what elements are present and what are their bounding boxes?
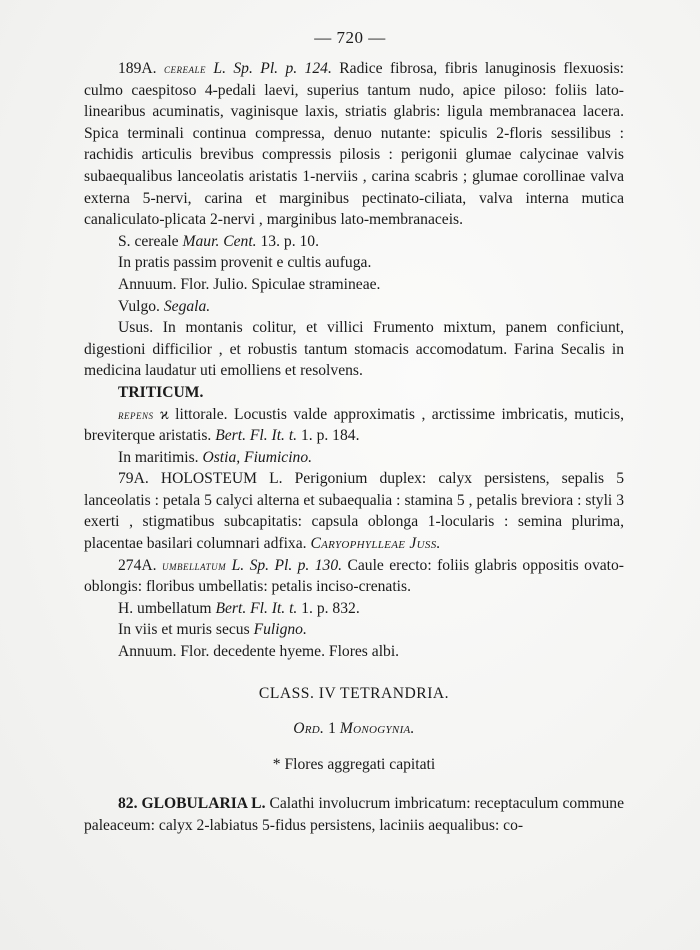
synonym-line bbox=[84, 231, 624, 253]
page-number: — 720 — bbox=[314, 28, 386, 47]
variety-symbol: ϰ bbox=[159, 405, 169, 423]
entry-holosteum-umbellatum bbox=[84, 555, 624, 598]
page-body bbox=[84, 58, 624, 837]
habitat-place: Fuligno. bbox=[253, 621, 307, 639]
subheading: * Flores aggregati capitati bbox=[272, 755, 436, 773]
usus-paragraph: Usus. In montanis colitur, et villici Frumento mixtum, panem conficiunt, digestioni difficilior , et robustis tantum stomacis accomodatum. Farina Secalis in medicina laudatur uti emolliens et resolvens. bbox=[84, 319, 624, 380]
description: Calathi involucrum imbricatum: receptaculum commune paleaceum: calyx 2-labiatus 5-fidus persistens, laciniis aequalibus: co- bbox=[84, 795, 624, 834]
synonym-line bbox=[84, 598, 624, 620]
synonym-name: H. umbellatum bbox=[118, 599, 212, 617]
entry-number: 79A. bbox=[118, 470, 149, 488]
genus-name: GLOBULARIA L. bbox=[141, 795, 266, 813]
habitat-prefix: In maritimis. bbox=[118, 448, 199, 466]
phenology-line: Annuum. Flor. decedente hyeme. Flores albi. bbox=[118, 643, 400, 661]
description: Locustis valde approximatis , arctissime imbricatis, muticis, breviterque aristatis. bbox=[84, 405, 625, 445]
synonym-ref: Bert. Fl. It. t. bbox=[215, 599, 298, 617]
habitat-places: Ostia, Fiumicino. bbox=[202, 448, 313, 466]
order-number: 1 bbox=[328, 720, 336, 738]
family-name: Caryophylleae Juss. bbox=[310, 535, 441, 553]
synonym-ref-page: 1. p. 832. bbox=[301, 599, 360, 617]
entry-number: 189A. bbox=[118, 60, 157, 77]
vulgo-label: Vulgo. bbox=[118, 297, 160, 315]
habitat-prefix: In viis et muris secus bbox=[118, 621, 250, 639]
entry-globularia bbox=[84, 793, 624, 836]
habitat-line: In pratis passim provenit e cultis aufuga. bbox=[118, 254, 372, 272]
synonym-name: S. cereale bbox=[118, 232, 179, 250]
entry-number: 82. bbox=[118, 795, 138, 813]
description: Perigonium duplex: calyx persistens, sepalis 5 lanceolatis : petala 5 calyci alterna et subaequalia : stamina 5 , petalis breviora : styli 3 exerti , stigmatibus subcapitatis: capsula oblonga 1-locularis : semina plurima, placentae basilari columnari adfixa. bbox=[84, 470, 624, 553]
entry-number: 274A. bbox=[118, 556, 157, 574]
vulgo-line bbox=[84, 296, 624, 318]
reference: Bert. Fl. It. t. bbox=[215, 427, 298, 445]
description: Caule erecto: foliis glabris oppositis ovato-oblongis: floribus umbellatis: petalis inciso-crenatis. bbox=[84, 556, 624, 596]
description: Radice fibrosa, fibris lanuginosis flexuosis: culmo caespitoso 4-pedali laevi, superius tantum nudo, apice piloso: foliis lato-linearibus acuminatis, vaginisque laxis, striatis glabris: ligula membranacea lacera. Spica terminali continua compressa, denuo nutante: spiculis 2-floris sessilibus : rachidis articulis brevibus compressis pilosis : perigonii glumae calycinae valvis subaequalibus lanceolatis aristatis 1-nerviis , carina scabris ; glumae corollinae valva externa 5-nervi, carina et marginibus pectinato-ciliata, valva interna mutica canaliculato-plicata 2-nervi , marginibus lato-membranaceis. bbox=[84, 60, 625, 229]
habitat-line bbox=[84, 619, 624, 641]
order-heading bbox=[84, 718, 624, 740]
species-name: cereale bbox=[163, 61, 206, 76]
habitat-line bbox=[84, 447, 624, 469]
entry-secale-cereale bbox=[84, 58, 624, 231]
class-heading: CLASS. IV TETRANDRIA. bbox=[258, 684, 450, 702]
reference: L. Sp. Pl. p. 124. bbox=[213, 60, 332, 77]
vulgo-name: Segala. bbox=[163, 297, 211, 315]
synonym-ref: Maur. Cent. bbox=[182, 232, 257, 250]
order-name: Monogynia. bbox=[339, 720, 415, 738]
synonym-ref-page: 13. p. 10. bbox=[260, 232, 319, 250]
reference: L. Sp. Pl. p. 130. bbox=[231, 556, 343, 574]
entry-triticum-repens bbox=[84, 404, 624, 447]
genus-triticum: TRITICUM. bbox=[118, 383, 204, 401]
species-name: repens bbox=[118, 406, 154, 422]
phenology-line: Annuum. Flor. Julio. Spiculae stramineae. bbox=[118, 275, 381, 293]
variety-name: littorale. bbox=[175, 405, 228, 423]
order-label: Ord. bbox=[293, 720, 325, 738]
genus-name: HOLOSTEUM L. bbox=[160, 470, 283, 488]
entry-holosteum bbox=[84, 468, 624, 554]
reference-page: 1. p. 184. bbox=[300, 427, 360, 445]
species-name: umbellatum bbox=[161, 557, 227, 573]
